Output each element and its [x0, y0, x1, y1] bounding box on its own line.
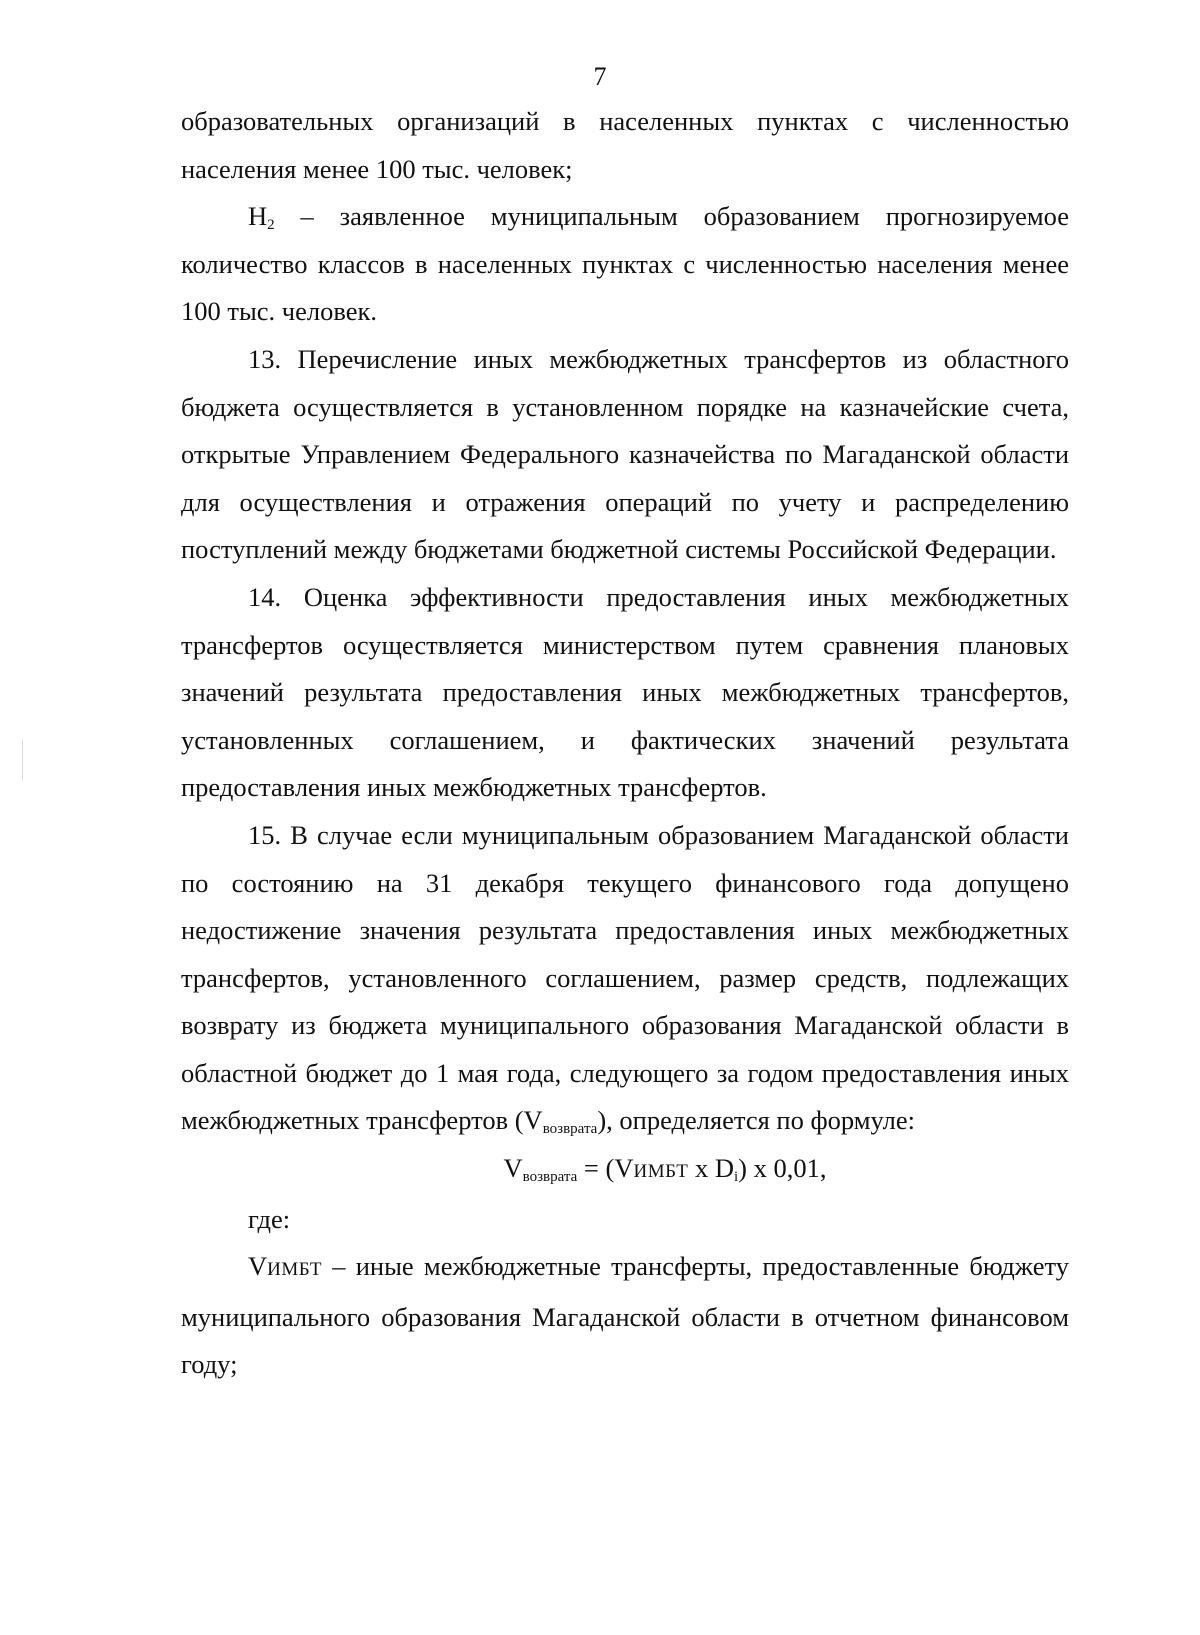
- paragraph-15-text: 15. В случае если муниципальным образованием Магаданской области по состоянию на 31 декабря текущего финансового года допущено недостижение значения результата предоставления иных межбюджетных трансфертов, установленного соглашением, размер средств, подлежащих возврату из бюджета муниципального образования Магаданской области в областной бюджет до 1 мая года, следующего за годом предоставления иных межбюджетных трансфертов (: [181, 819, 1069, 1136]
- formula-tail: ) x 0,01,: [738, 1153, 827, 1184]
- page-number: 7: [593, 62, 607, 91]
- formula-lhs-subscript: возврата: [522, 1169, 578, 1186]
- where-label: где:: [248, 1203, 291, 1234]
- subscript-2: 2: [267, 217, 275, 234]
- scan-artifact-line: [22, 740, 23, 780]
- paragraph-15: [181, 812, 1069, 1145]
- formula-times-d: x D: [688, 1153, 734, 1184]
- paragraph-14: 14. Оценка эффективности предоставления иных межбюджетных трансфертов осуществляется министерством путем сравнения плановых значений результата предоставления иных межбюджетных трансфертов, установленных соглашением, и фактических значений результата предоставления иных межбюджетных трансфертов.: [181, 581, 1069, 803]
- paragraph-h2-definition: [181, 193, 1069, 336]
- paragraph-15-ending: ), определяется по формуле:: [597, 1105, 915, 1136]
- vimbt-definition-text: – иные межбюджетные трансферты, предоставленные бюджету муниципального образования Магаданской области в отчетном финансовом году;: [181, 1251, 1069, 1380]
- formula-i-subscript: i: [734, 1169, 739, 1186]
- formula-imbt: ИМБТ: [633, 1161, 689, 1183]
- formula-lhs-symbol: V: [503, 1153, 523, 1184]
- formula-equals-open: = (V: [577, 1153, 634, 1184]
- h2-definition-text: – заявленное муниципальным образованием прогнозируемое количество классов в населенных пунктах с численностью населения менее 100 тыс. человек.: [181, 201, 1069, 327]
- paragraph-vimbt-definition: [181, 1243, 1069, 1389]
- paragraph-continuation: образовательных организаций в населенных пунктах с численностью населения менее 100 тыс. человек;: [181, 106, 1069, 184]
- document-body: [181, 98, 1069, 1389]
- subscript-vozvrata: возврата: [542, 1121, 598, 1138]
- symbol-v-imbt: V: [248, 1251, 268, 1282]
- imbt-caps: ИМБТ: [267, 1259, 323, 1281]
- paragraph-13: 13. Перечисление иных межбюджетных трансфертов из областного бюджета осуществляется в установленном порядке на казначейские счета, открытые Управлением Федерального казначейства по Магаданской области для осуществления и отражения операций по учету и распределению поступлений между бюджетами бюджетной системы Российской Федерации.: [181, 343, 1069, 565]
- symbol-h: Н: [248, 201, 268, 232]
- formula: [181, 1145, 1069, 1196]
- symbol-v: V: [523, 1105, 543, 1136]
